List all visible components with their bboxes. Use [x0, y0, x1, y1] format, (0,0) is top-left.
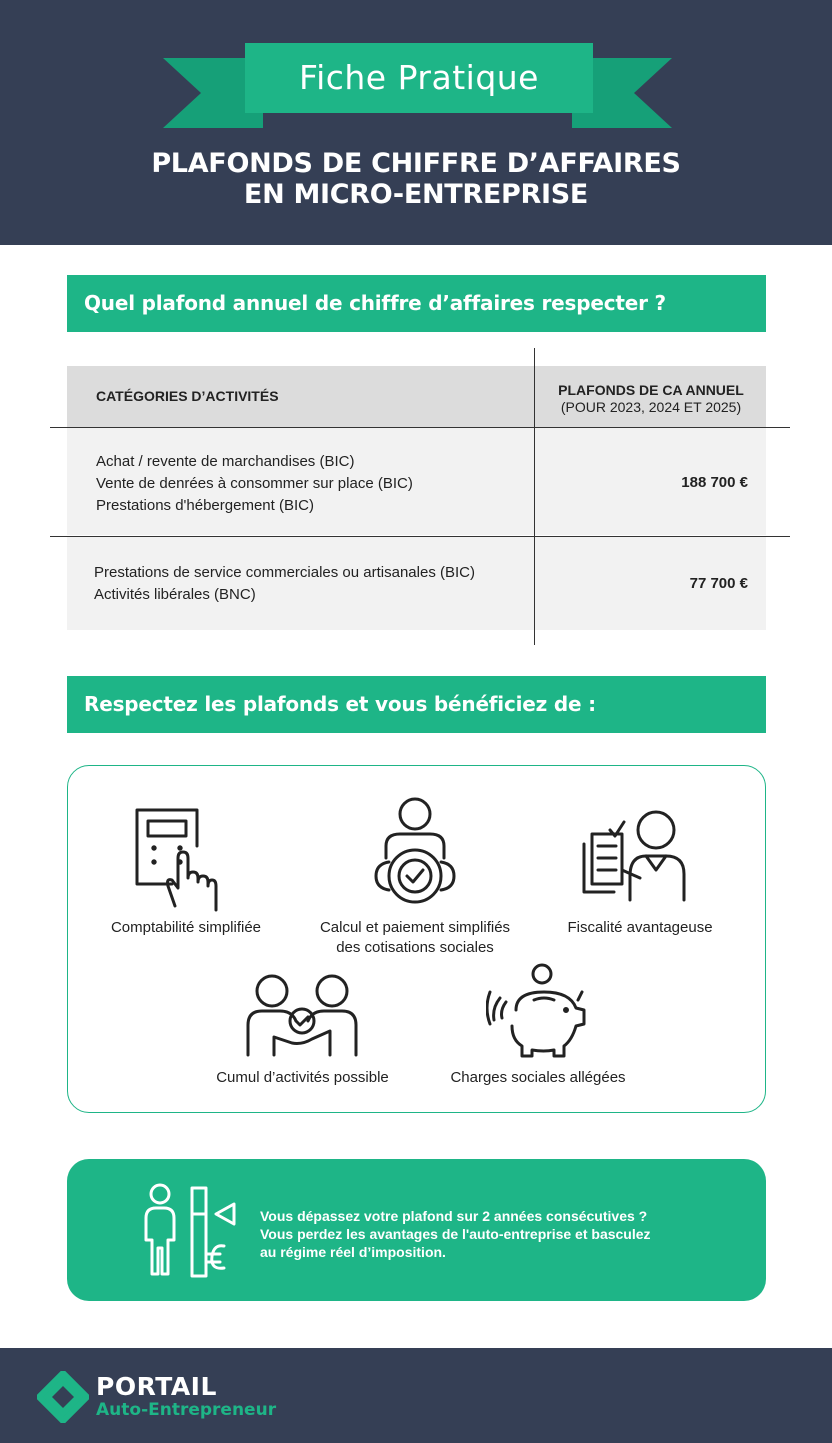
logo-title: PORTAIL — [96, 1372, 217, 1401]
benefit-label-line: Calcul et paiement simplifiés — [319, 919, 511, 936]
table-header-plafonds-line1: PLAFONDS DE CA ANNUEL — [558, 382, 744, 398]
warning-line: au régime réel d’imposition. — [260, 1244, 446, 1260]
category-item: Activités libérales (BNC) — [94, 586, 256, 603]
table-cell-value: 188 700 € — [681, 474, 748, 491]
table-header-plafonds-line2: (POUR 2023, 2024 ET 2025) — [560, 399, 742, 415]
person-checklist-icon — [580, 808, 688, 904]
warning-text — [260, 1207, 700, 1261]
logo-subtitle: Auto-Entrepreneur — [96, 1400, 277, 1420]
benefit-label: Fiscalité avantageuse — [567, 919, 713, 936]
two-people-check-icon — [244, 973, 360, 1059]
portail-logo-icon — [37, 1371, 89, 1423]
table-header-categories: CATÉGORIES D’ACTIVITÉS — [96, 388, 279, 404]
benefit-label: Cumul d’activités possible — [216, 1069, 389, 1086]
warning-line: Vous perdez les avantages de l'auto-entreprise et basculez — [260, 1226, 651, 1242]
section-title-benefits: Respectez les plafonds et vous bénéficiez de : — [67, 676, 766, 733]
section-title-plafond: Quel plafond annuel de chiffre d’affaires respecter ? — [67, 275, 766, 332]
table-cell-categories — [96, 451, 413, 517]
calculator-hand-icon — [132, 806, 222, 916]
page-title-line1: PLAFONDS DE CHIFFRE D’AFFAIRES — [151, 148, 681, 179]
table-divider — [50, 427, 790, 428]
table-header-plafonds — [536, 382, 766, 416]
benefit-label: Charges sociales allégées — [450, 1069, 626, 1086]
table-cell-value: 77 700 € — [689, 575, 748, 592]
page-title-line2: EN MICRO-ENTREPRISE — [243, 179, 589, 210]
benefit-label-line: des cotisations sociales — [336, 939, 494, 956]
category-item: Vente de denrées à consommer sur place (BIC) — [96, 475, 413, 492]
benefit-label-cotisations — [304, 918, 526, 958]
table-column-divider — [534, 348, 535, 645]
ribbon-label: Fiche Pratique — [245, 43, 593, 113]
benefit-label: Comptabilité simplifiée — [110, 919, 262, 936]
table-cell-categories — [94, 562, 475, 606]
person-threshold-euro-icon — [140, 1182, 240, 1280]
person-check-icon — [372, 796, 458, 912]
warning-line: Vous dépassez votre plafond sur 2 années consécutives ? — [260, 1208, 648, 1224]
page-title — [0, 148, 832, 210]
table-divider — [50, 536, 790, 537]
category-item: Prestations de service commerciales ou artisanales (BIC) — [94, 564, 475, 581]
category-item: Achat / revente de marchandises (BIC) — [96, 453, 355, 470]
category-item: Prestations d'hébergement (BIC) — [96, 497, 314, 514]
piggy-bank-icon — [486, 962, 590, 1066]
